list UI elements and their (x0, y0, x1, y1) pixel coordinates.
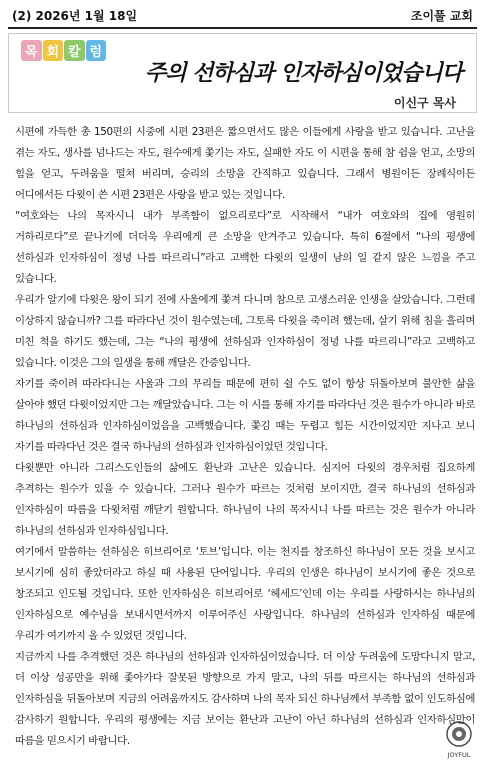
paragraph: 다윗뿐만 아니라 그리스도인들의 삶에도 환난과 고난은 있습니다. 심지어 다윗의 경우처럼 집요하게 추격하는 원수가 있을 수 있습니다. 그러나 원수가 따르는 것처럼 보이지만, 결국 하나님의 선하심과 인자하심이 따름을 다윗처럼 깨닫기 원합니다. 하나님이 나의 목자시니 나를 따르는 것은 원수가 아니라 하나님의 선하심과 인자하심입니다. (15, 462, 475, 537)
paragraph: “여호와는 나의 목자시니 내가 부족함이 없으리로다”로 시작해서 “내가 여호와의 집에 영원히 거하리로다”로 끝나기에 더더욱 우리에게 큰 소망을 안겨주고 있습니다. 특히 6절에서 “나의 평생에 선하심과 인자하심이 정녕 나를 따르리니”라고 고백한 다윗의 일생이 남의 일 같지 않은 느낌을 주고 있습니다. (15, 210, 475, 285)
badge-char: 럼 (86, 40, 107, 61)
badge-char: 칼 (64, 40, 85, 61)
logo-text: JOYFUL (447, 751, 471, 759)
paragraph: 우리가 알기에 다윗은 왕이 되기 전에 사울에게 쫓겨 다니며 참으로 고생스러운 인생을 살았습니다. 그런데 이상하지 않습니까? 그를 따라다닌 것이 원수였는데, 그토록 다윗을 죽이려 했는데, 살기 위해 침을 흘리며 미친 척을 하기도 했는데, 그는 “나의 평생에 선하심과 인자하심이 정녕 나를 따르리니”라고 고백하고 있습니다. 이것은 그의 일생을 통해 깨달은 간증입니다. (15, 294, 475, 369)
paragraph: 시편에 가득한 총 150편의 시중에 시편 23편은 짧으면서도 많은 이들에게 사랑을 받고 있습니다. 고난을 겪는 자도, 생사를 넘나드는 자도, 원수에게 쫓기는 자도, 실패한 자도 이 시편을 통해 참 쉼을 얻고, 소망의 힘을 얻고, 두려움을 떨쳐 버리며, 승리의 소망을 간직하고 있습니다. 그래서 병원이든 장례식이든 어디에서든 다윗이 쓴 시편 23편은 사랑을 받고 있는 것입니다. (15, 126, 475, 201)
badge-char: 목 (21, 40, 42, 61)
bulletin-header (8, 6, 477, 24)
column-title: 주의 선하심과 인자하심이었습니다 (144, 60, 463, 86)
column-body (15, 122, 475, 752)
issue-date: (2) 2026년 1월 18일 (12, 9, 138, 23)
column-banner (8, 33, 477, 113)
badge-char: 회 (43, 40, 64, 61)
joyful-logo (443, 720, 475, 760)
column-author: 이신구 목사 (393, 96, 456, 110)
paragraph: 여기에서 말씀하는 선하심은 히브리어로 ‘토브’입니다. 이는 천지를 창조하신 하나님이 모든 것을 보시고 보시기에 심히 좋았더라고 하실 때 사용된 단어입니다. 우리의 인생은 하나님이 보시기에 좋은 것으로 창조되고 인도될 것입니다. 또한 인자하심은 히브리어로 ‘헤세드’인데 이는 우리를 사랑하시는 하나님의 인자하심으로 예수님을 보내시면서까지 이루어주신 사랑입니다. 하나님의 선하심과 인자하심 때문에 우리가 여기까지 올 수 있었던 것입니다. (15, 546, 475, 642)
paragraph: 지금까지 나를 추격했던 것은 하나님의 선하심과 인자하심이었습니다. 더 이상 두려움에 도망다니지 말고, 더 이상 성공만을 위해 좇아가다 잘못된 방향으로 가지 말고, 나의 뒤를 따르시는 하나님의 선하심과 인자하심을 뒤돌아보며 지금의 어려움까지도 감사하며 나의 목자 되신 하나님께서 부족함 없이 인도하심에 감사하기 원합니다. 우리의 평생에는 지금 보이는 환난과 고난이 아닌 하나님의 선하심과 인자하심만이 따름을 믿으시기 바랍니다. (15, 651, 475, 747)
paragraph: 자기를 죽이려 따라다니는 사울과 그의 무리들 때문에 편히 쉴 수도 없이 항상 뒤돌아보며 불안한 삶을 살아야 했던 다윗이었지만 그는 깨달았습니다. 그는 이 시를 통해 자기를 따라다닌 것은 원수가 아니라 바로 하나님의 선하심과 인자하심이었음을 고백했습니다. 쫓김 때는 두렵고 힘든 시간이었지만 지나고 보니 자기를 따라다닌 것은 결국 하나님의 선하심과 인자하심이었던 것입니다. (15, 378, 475, 453)
church-name: 조이풀 교회 (410, 9, 473, 23)
column-badge (21, 40, 107, 68)
header-divider (8, 27, 477, 29)
